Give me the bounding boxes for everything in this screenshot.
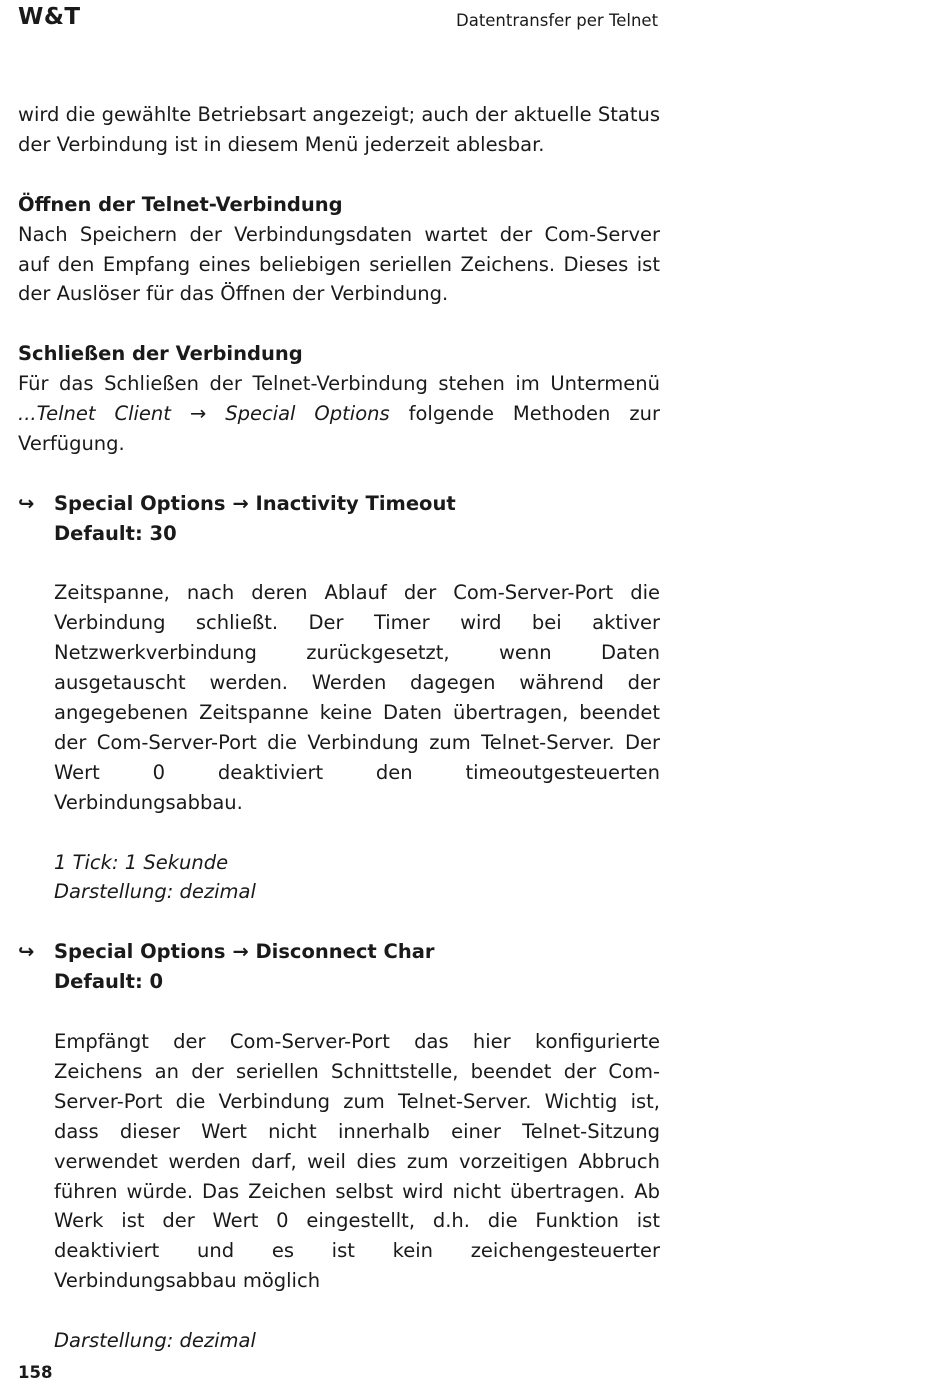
option-title: Special Options → Inactivity Timeout — [54, 491, 456, 515]
option-description: Empfängt der Com-Server-Port das hier konfigurierte Zeichens an der seriellen Schnittstelle, beendet der Com-Server-Port die Verbindung zum Telnet-Server. Wichtig ist, dass dieser Wert nicht innerhalb einer Telnet-Sitzung verwendet werden darf, weil dies zum vorzeitigen Abbruch führen würde. Das Zeichen selbst wird nicht übertragen. Ab Werk ist der Wert 0 eingestellt, d.h. die Funktion ist deaktiviert und es ist kein zeichengesteuerter Verbindungsabbau möglich — [54, 1029, 660, 1293]
hook-arrow-icon: ↪ — [18, 940, 35, 964]
spacer — [54, 549, 660, 579]
option-inactivity-timeout — [18, 489, 660, 908]
menu-path: ...Telnet Client → Special Options — [18, 402, 390, 426]
option-note-tick: 1 Tick: 1 Sekunde — [54, 850, 229, 874]
spacer — [54, 818, 660, 848]
page-number: 158 — [18, 1363, 53, 1382]
spacer — [54, 997, 660, 1027]
brand-logo: W&T — [18, 4, 81, 30]
spacer — [18, 907, 660, 937]
spacer — [18, 459, 660, 489]
section-heading-open-connection: Öffnen der Telnet-Verbindung — [18, 192, 343, 216]
spacer — [54, 1296, 660, 1326]
intro-paragraph: wird die gewählte Betriebsart angezeigt; auch der aktuelle Status der Verbindung ist in diesem Menü jederzeit ablesbar. — [18, 103, 661, 156]
spacer — [18, 309, 660, 339]
option-note-format: Darstellung: dezimal — [54, 1329, 256, 1353]
hook-arrow-icon: ↪ — [18, 491, 35, 515]
option-title: Special Options → Disconnect Char — [54, 940, 435, 964]
option-note-format: Darstellung: dezimal — [54, 880, 256, 904]
page-body — [18, 100, 660, 1356]
close-text-after: folgende Methoden zur Verfügung. — [18, 402, 660, 455]
option-default: Default: 30 — [54, 521, 177, 545]
option-disconnect-char — [18, 937, 660, 1356]
spacer — [18, 160, 660, 190]
section-heading-close-connection: Schließen der Verbindung — [18, 342, 303, 366]
option-description: Zeitspanne, nach deren Ablauf der Com-Server-Port die Verbindung schließt. Der Timer wird bei aktiver Netzwerkverbindung zurückgesetzt, wenn Daten ausgetauscht werden. Werden dagegen während der angegebenen Zeitspanne keine Daten übertragen, beendet der Com-Server-Port die Verbindung zum Telnet-Server. Der Wert 0 deaktiviert den timeoutgesteuerten Verbindungsabbau. — [54, 581, 660, 814]
close-connection-paragraph — [18, 369, 660, 459]
open-connection-paragraph: Nach Speichern der Verbindungsdaten wartet der Com-Server auf den Empfang eines beliebigen seriellen Zeichens. Dieses ist der Auslöser für das Öffnen der Verbindung. — [18, 222, 660, 306]
close-text-before: Für das Schließen der Telnet-Verbindung stehen im Untermenü — [18, 372, 660, 396]
option-default: Default: 0 — [54, 970, 164, 994]
running-header-title: Datentransfer per Telnet — [456, 11, 659, 30]
